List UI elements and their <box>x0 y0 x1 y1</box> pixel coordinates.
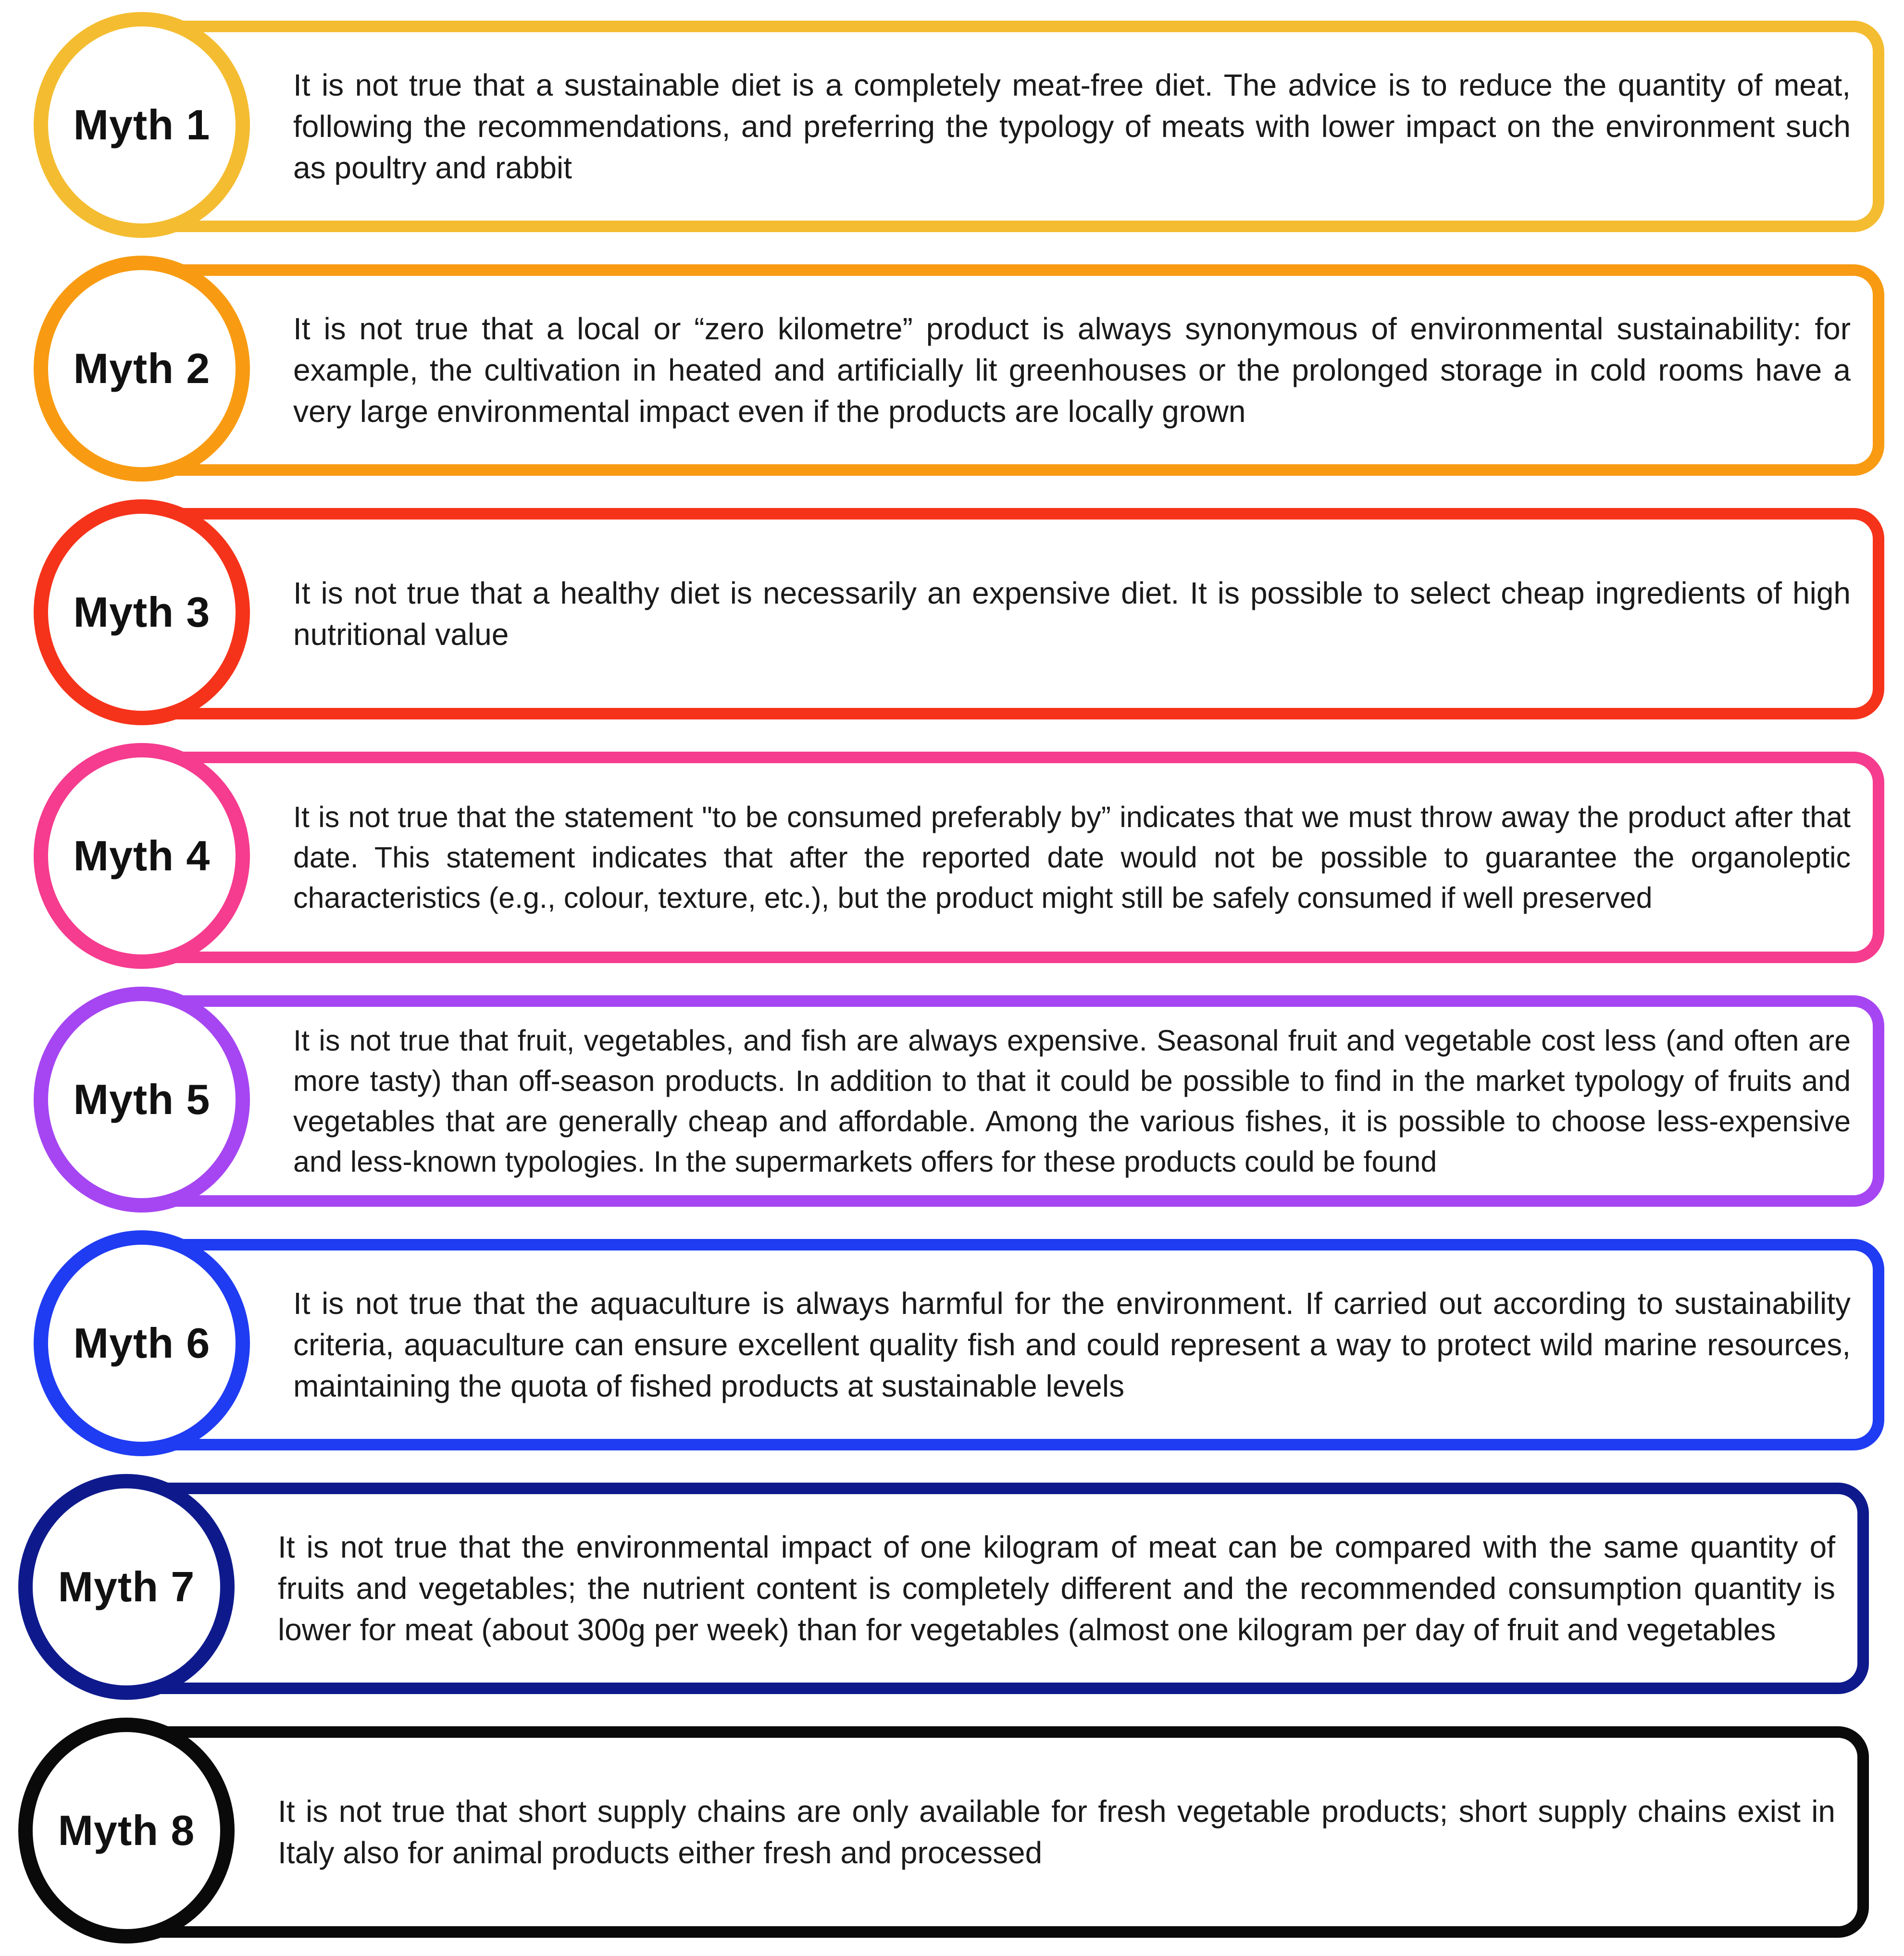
myth-row-4 <box>34 743 1884 969</box>
myth-label: Myth 7 <box>58 1563 195 1610</box>
myth-label: Myth 1 <box>73 101 211 149</box>
myth-row-7 <box>18 1474 1869 1700</box>
myth-badge <box>34 1230 250 1456</box>
myth-description: It is not true that the aquaculture is always harmful for the environment. If carried out according to sustainability criteria, aquaculture can ensure excellent quality fish and could represent a way to protect wild marine resources, maintaining the quota of fished products at sustainable levels <box>293 1286 1851 1403</box>
myth-badge <box>18 1474 235 1700</box>
myth-row-2 <box>34 256 1884 482</box>
myth-label: Myth 5 <box>73 1076 211 1123</box>
myth-row-8 <box>18 1718 1869 1944</box>
myth-label: Myth 4 <box>73 832 211 879</box>
myth-label: Myth 3 <box>73 588 211 636</box>
myth-description: It is not true that the statement "to be consumed preferably by” indicates that we must throw away the product after that date. This statement indicates that after the reported date would not be possible to guarantee the organoleptic characteristics (e.g., colour, texture, etc.), but the product might still be safely consumed if well preserved <box>293 801 1851 914</box>
myth-badge <box>34 256 250 482</box>
myth-row-6 <box>34 1230 1884 1456</box>
myth-badge <box>34 743 250 969</box>
myth-row-1 <box>34 12 1884 238</box>
myth-label: Myth 8 <box>58 1807 195 1854</box>
myth-description: It is not true that fruit, vegetables, and fish are always expensive. Seasonal fruit and vegetable cost less (and often are more tasty) than off-season products. In addition to that it could be possible to find in the market typology of fruits and vegetables that are generally cheap and affordable. Among the various fishes, it is possible to choose less-expensive and less-known typologies. In the supermarkets offers for these products could be found <box>293 1024 1851 1178</box>
myth-label: Myth 2 <box>73 345 211 392</box>
myth-label: Myth 6 <box>73 1319 211 1367</box>
myth-description: It is not true that short supply chains are only available for fresh vegetable products; short supply chains exist in Italy also for animal products either fresh and processed <box>278 1794 1835 1870</box>
myth-badge <box>34 12 250 238</box>
myth-description: It is not true that the environmental impact of one kilogram of meat can be compared with the same quantity of fruits and vegetables; the nutrient content is completely different and the recommended consumption quantity is lower for meat (about 300g per week) than for vegetables (almost one kilogram per day of fruit and vegetables <box>278 1530 1835 1647</box>
myth-badge <box>34 987 250 1213</box>
myth-badge <box>18 1718 235 1944</box>
myth-description: It is not true that a sustainable diet is a completely meat-free diet. The advice is to reduce the quantity of meat, following the recommendations, and preferring the typology of meats with lower impact on the environment such as poultry and rabbit <box>293 68 1851 185</box>
myth-description: It is not true that a local or “zero kilometre” product is always synonymous of environmental sustainability: for example, the cultivation in heated and artificially lit greenhouses or the prolonged storage in cold rooms have a very large environmental impact even if the products are locally grown <box>293 311 1851 429</box>
myth-row-5 <box>34 987 1884 1213</box>
myth-badge <box>34 499 250 725</box>
myth-row-3 <box>34 499 1884 725</box>
myth-description: It is not true that a healthy diet is necessarily an expensive diet. It is possible to select cheap ingredients of high nutritional value <box>293 576 1851 652</box>
